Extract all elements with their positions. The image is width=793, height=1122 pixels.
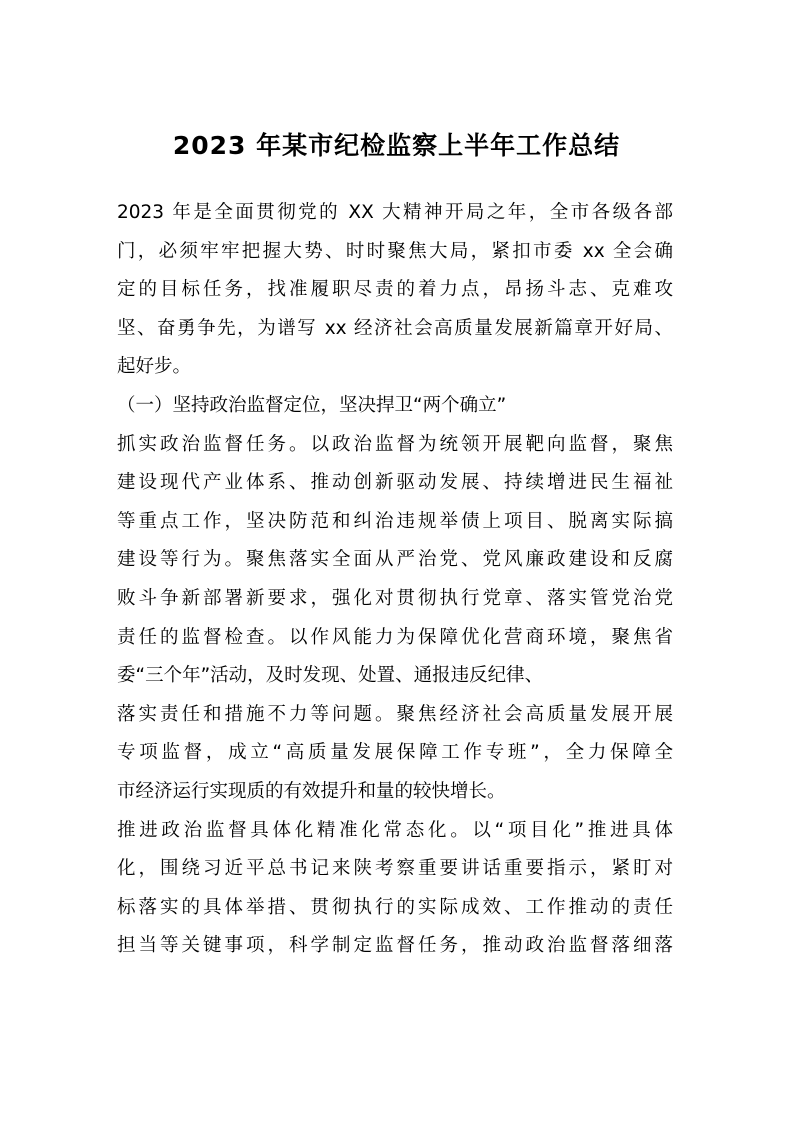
body-line: 责任的监督检查。以作风能力为保障优化营商环境，聚焦省 [117,626,673,648]
body-line: 败斗争新部署新要求，强化对贯彻执行党章、落实管党治党 [117,587,673,609]
body-line: 落实责任和措施不力等问题。聚焦经济社会高质量发展开展 [117,703,673,725]
body-line: 标落实的具体举措、贯彻执行的实际成效、工作推动的责任 [117,896,673,918]
body-line: 抓实政治监督任务。以政治监督为统领开展靶向监督，聚焦 [117,433,673,455]
body-line: 担当等关键事项，科学制定监督任务，推动政治监督落细落 [117,935,673,957]
document-title: 2023 年某市纪检监察上半年工作总结 [172,131,621,160]
body-line: 市经济运行实现质的有效提升和量的较快增长。 [117,780,506,802]
body-line: 起好步。 [117,356,192,378]
body-line: 推进政治监督具体化精准化常态化。以“项目化”推进具体 [117,819,673,841]
body-line: 化，围绕习近平总书记来陕考察重要讲话重要指示，紧盯对 [117,858,673,880]
document-body [117,194,673,966]
body-line: 建设现代产业体系、推动创新驱动发展、持续增进民生福祉 [117,472,673,494]
body-line: 委“三个年”活动，及时发现、处置、通报违反纪律、 [117,665,544,687]
body-line: 定的目标任务，找准履职尽责的着力点，昂扬斗志、克难攻 [117,279,673,301]
body-line: 门，必须牢牢把握大势、时时聚焦大局，紧扣市委 xx 全会确 [117,240,673,262]
body-line: 专项监督，成立“高质量发展保障工作专班”，全力保障全 [117,742,673,764]
body-line: 建设等行为。聚焦落实全面从严治党、党风廉政建设和反腐 [117,549,673,571]
body-line: 等重点工作，坚决防范和纠治违规举债上项目、脱离实际搞 [117,510,673,532]
body-line: 坚、奋勇争先，为谱写 xx 经济社会高质量发展新篇章开好局、 [117,317,673,339]
body-line: 2023 年是全面贯彻党的 XX 大精神开局之年，全市各级各部 [117,202,673,223]
body-line: （一）坚持政治监督定位，坚决捍卫“两个确立” [117,394,507,416]
